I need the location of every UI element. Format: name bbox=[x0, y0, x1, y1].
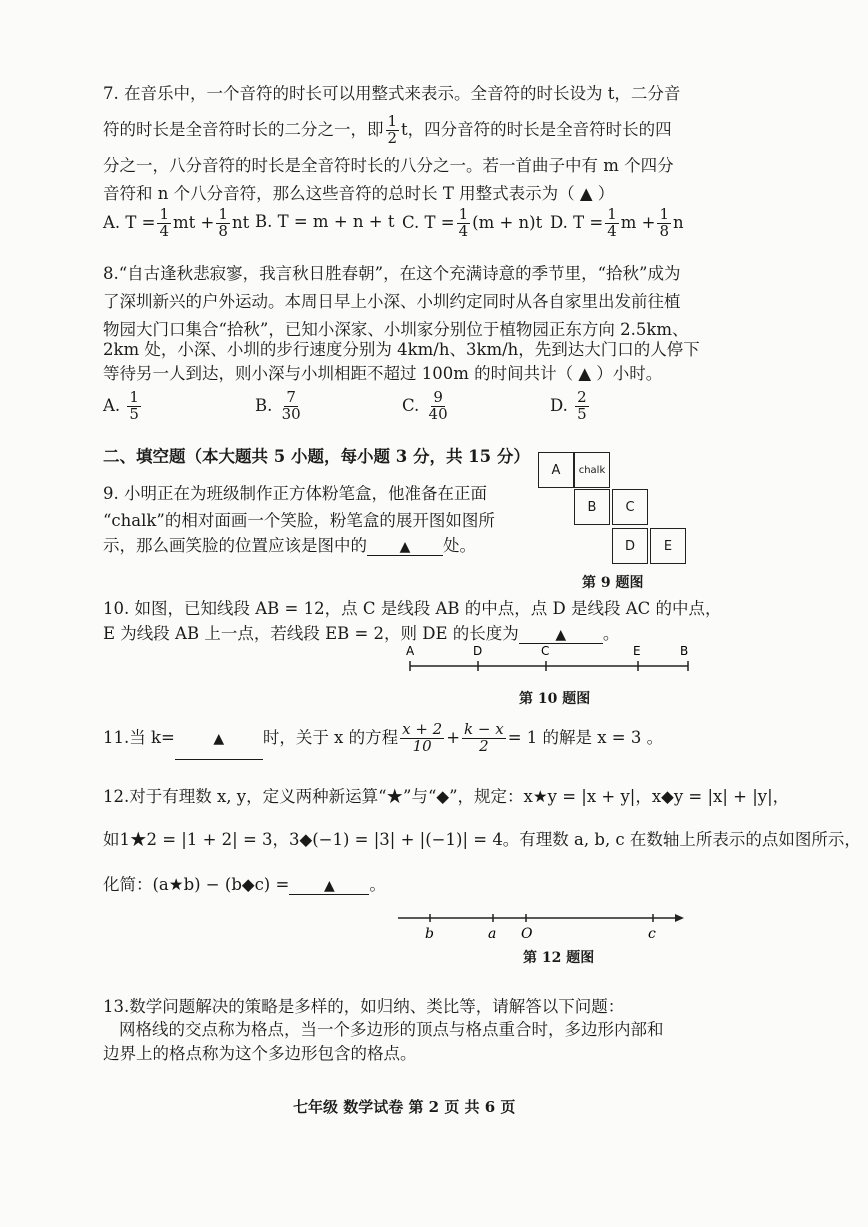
den: 10 bbox=[412, 737, 432, 755]
q10-line2b: 。 bbox=[602, 624, 620, 643]
q11-line bbox=[103, 718, 663, 760]
q8-line2: 了深圳新兴的户外运动。本周日早上小深、小圳约定同时从各自家里出发前往植 bbox=[103, 292, 681, 311]
q8-line5: 等待另一人到达，则小深与小圳相距不超过 100m 的时间共计（ ▲ ）小时。 bbox=[103, 364, 663, 383]
q12-caption: 第 12 题图 bbox=[523, 950, 595, 966]
q10-line2a: E 为线段 AB 上一点，若线段 EB = 2，则 DE 的长度为 bbox=[103, 624, 519, 643]
num: x + 2 bbox=[402, 720, 443, 739]
q13-line1: 13.数学问题解决的策略是多样的，如归纳、类比等，请解答以下问题： bbox=[103, 997, 625, 1016]
q11-fraction-2 bbox=[462, 722, 506, 755]
point-label-a: A bbox=[406, 644, 415, 658]
fraction bbox=[157, 207, 171, 240]
fraction bbox=[216, 207, 230, 240]
answer-mark: ▲ bbox=[555, 627, 567, 643]
q13-line2: 网格线的交点称为格点，当一个多边形的顶点与格点重合时，多边形内部和 bbox=[119, 1020, 664, 1039]
section-heading: 二、填空题（本大题共 5 小题，每小题 3 分，共 15 分） bbox=[103, 447, 530, 466]
den: 30 bbox=[281, 405, 301, 423]
q8-line1: 8.“自古逢秋悲寂寥，我言秋日胜春朝”，在这个充满诗意的季节里，“拾秋”成为 bbox=[103, 264, 681, 283]
q7-opt-d-label: D. T = bbox=[550, 213, 604, 232]
number-line-figure bbox=[392, 905, 692, 945]
num: 1 bbox=[129, 388, 139, 407]
point-label-b: b bbox=[425, 926, 434, 942]
net-cell-b: B bbox=[574, 489, 610, 525]
q7-line2b: t，四分音符的时长是全音符时长的四 bbox=[401, 120, 672, 139]
q7-opt-a-t2: nt bbox=[231, 213, 250, 232]
num: 9 bbox=[433, 388, 443, 407]
opt-label: B. bbox=[255, 396, 273, 415]
den: 2 bbox=[479, 737, 489, 755]
q7-half-fraction bbox=[386, 114, 400, 147]
q10-line1: 10. 如图，已知线段 AB = 12，点 C 是线段 AB 的中点，点 D 是线段 AC 的中点， bbox=[103, 599, 722, 618]
q11-fraction-1 bbox=[400, 722, 444, 755]
fraction bbox=[457, 207, 471, 240]
q11-mid: 时，关于 x 的方程 bbox=[262, 728, 399, 747]
q7-opt-d-t1: m + bbox=[620, 213, 656, 232]
q12-answer-blank[interactable] bbox=[289, 875, 369, 895]
num: 1 bbox=[218, 205, 228, 224]
opt-label: C. bbox=[402, 396, 420, 415]
fraction bbox=[280, 390, 303, 423]
page-footer: 七年级 数学试卷 第 2 页 共 6 页 bbox=[293, 1098, 516, 1116]
segment-ab-figure bbox=[400, 640, 700, 680]
fraction bbox=[427, 390, 450, 423]
point-label-a: a bbox=[488, 926, 497, 942]
q7-line2 bbox=[103, 112, 672, 148]
q9-line3 bbox=[103, 532, 476, 556]
q7-option-d bbox=[550, 204, 684, 242]
half-num: 1 bbox=[387, 112, 398, 131]
net-cell-c: C bbox=[612, 489, 648, 525]
q7-option-b: B. T = m + n + t bbox=[255, 212, 395, 231]
fraction bbox=[657, 207, 671, 240]
den: 5 bbox=[129, 405, 139, 423]
point-label-e: E bbox=[633, 644, 641, 658]
q9-caption: 第 9 题图 bbox=[582, 575, 644, 591]
q7-opt-a-t1: mt + bbox=[173, 213, 215, 232]
q11-post: = 1 的解是 x = 3 。 bbox=[507, 728, 664, 747]
q12-line3a: 化简：(a★b) − (b◆c) = bbox=[103, 875, 290, 894]
q7-line3: 分之一，八分音符的时长是全音符时长的八分之一。若一首曲子中有 m 个四分 bbox=[103, 156, 674, 175]
net-cell-e: E bbox=[650, 528, 686, 564]
num: 7 bbox=[286, 388, 296, 407]
answer-mark: ▲ bbox=[213, 731, 225, 747]
den: 40 bbox=[428, 405, 448, 423]
q7-opt-a-label: A. T = bbox=[103, 213, 156, 232]
fraction bbox=[575, 390, 589, 423]
fraction bbox=[127, 390, 141, 423]
q8-option-b bbox=[255, 386, 305, 426]
den: 5 bbox=[577, 405, 587, 423]
num: 2 bbox=[577, 388, 587, 407]
opt-label: A. bbox=[103, 396, 121, 415]
q13-line3: 边界上的格点称为这个多边形包含的格点。 bbox=[103, 1044, 417, 1063]
q7-line1: 7. 在音乐中，一个音符的时长可以用整式来表示。全音符的时长设为 t，二分音 bbox=[103, 84, 681, 103]
answer-mark: ▲ bbox=[323, 878, 335, 894]
den: 8 bbox=[218, 222, 228, 240]
q7-opt-c-tail: (m + n)t bbox=[472, 213, 543, 232]
q9-line2: “chalk”的相对面画一个笑脸，粉笔盒的展开图如图所 bbox=[103, 511, 495, 530]
q8-option-c bbox=[402, 386, 452, 426]
q8-option-a bbox=[103, 386, 143, 426]
q7-opt-c-label: C. T = bbox=[402, 213, 455, 232]
fraction bbox=[605, 207, 619, 240]
q12-line1: 12.对于有理数 x, y，定义两种新运算“★”与“◆”，规定：x★y = |x + y|，x◆y = |x| + |y|， bbox=[103, 787, 790, 806]
den: 8 bbox=[659, 222, 670, 240]
q12-line3b: 。 bbox=[369, 875, 386, 894]
point-label-d: D bbox=[473, 644, 483, 658]
q11-plus: + bbox=[446, 728, 461, 747]
q9-line3b: 处。 bbox=[443, 536, 476, 555]
q7-option-c bbox=[402, 204, 542, 242]
q12-line2: 如1★2 = |1 + 2| = 3，3◆(−1) = |3| + |(−1)| = 4。有理数 a, b, c 在数轴上所表示的点如图所示， bbox=[103, 830, 861, 849]
q12-line3 bbox=[103, 871, 386, 895]
point-label-b: B bbox=[680, 644, 689, 658]
half-den: 2 bbox=[387, 129, 398, 147]
num: k − x bbox=[464, 720, 504, 739]
q7-line4: 音符和 n 个八分音符，那么这些音符的总时长 T 用整式表示为（ ▲ ） bbox=[103, 184, 615, 203]
q7-opt-d-t2: n bbox=[673, 213, 684, 232]
net-cell-chalk: chalk bbox=[574, 452, 610, 488]
q9-answer-blank[interactable] bbox=[367, 536, 443, 556]
num: 1 bbox=[607, 205, 617, 224]
q8-line3: 物园大门口集合“拾秋”，已知小深家、小圳家分别位于植物园正东方向 2.5km、 bbox=[103, 320, 689, 339]
q8-line4: 2km 处，小深、小圳的步行速度分别为 4km/h、3km/h，先到达大门口的人停下 bbox=[103, 340, 700, 359]
point-label-c: c bbox=[648, 926, 656, 942]
q7-option-a bbox=[103, 204, 249, 242]
num: 1 bbox=[659, 205, 670, 224]
net-cell-d: D bbox=[612, 528, 648, 564]
arrow-head-icon bbox=[675, 914, 684, 922]
num: 1 bbox=[159, 205, 170, 224]
den: 4 bbox=[458, 222, 469, 240]
net-cell-a: A bbox=[538, 452, 574, 488]
q10-caption: 第 10 题图 bbox=[519, 691, 591, 707]
q11-pre: 11.当 k= bbox=[103, 728, 175, 747]
point-label-o: O bbox=[521, 926, 533, 942]
opt-label: D. bbox=[550, 396, 568, 415]
den: 4 bbox=[159, 222, 170, 240]
q8-option-d bbox=[550, 386, 591, 426]
answer-mark: ▲ bbox=[399, 539, 411, 555]
q7-line2a: 符的时长是全音符时长的二分之一，即 bbox=[103, 120, 384, 139]
q11-answer-blank[interactable] bbox=[175, 718, 263, 760]
q9-line1: 9. 小明正在为班级制作正方体粉笔盒，他准备在正面 bbox=[103, 484, 487, 503]
q9-line3a: 示，那么画笑脸的位置应该是图中的 bbox=[103, 536, 367, 555]
den: 4 bbox=[607, 222, 617, 240]
num: 1 bbox=[458, 205, 469, 224]
point-label-c: C bbox=[541, 644, 550, 658]
